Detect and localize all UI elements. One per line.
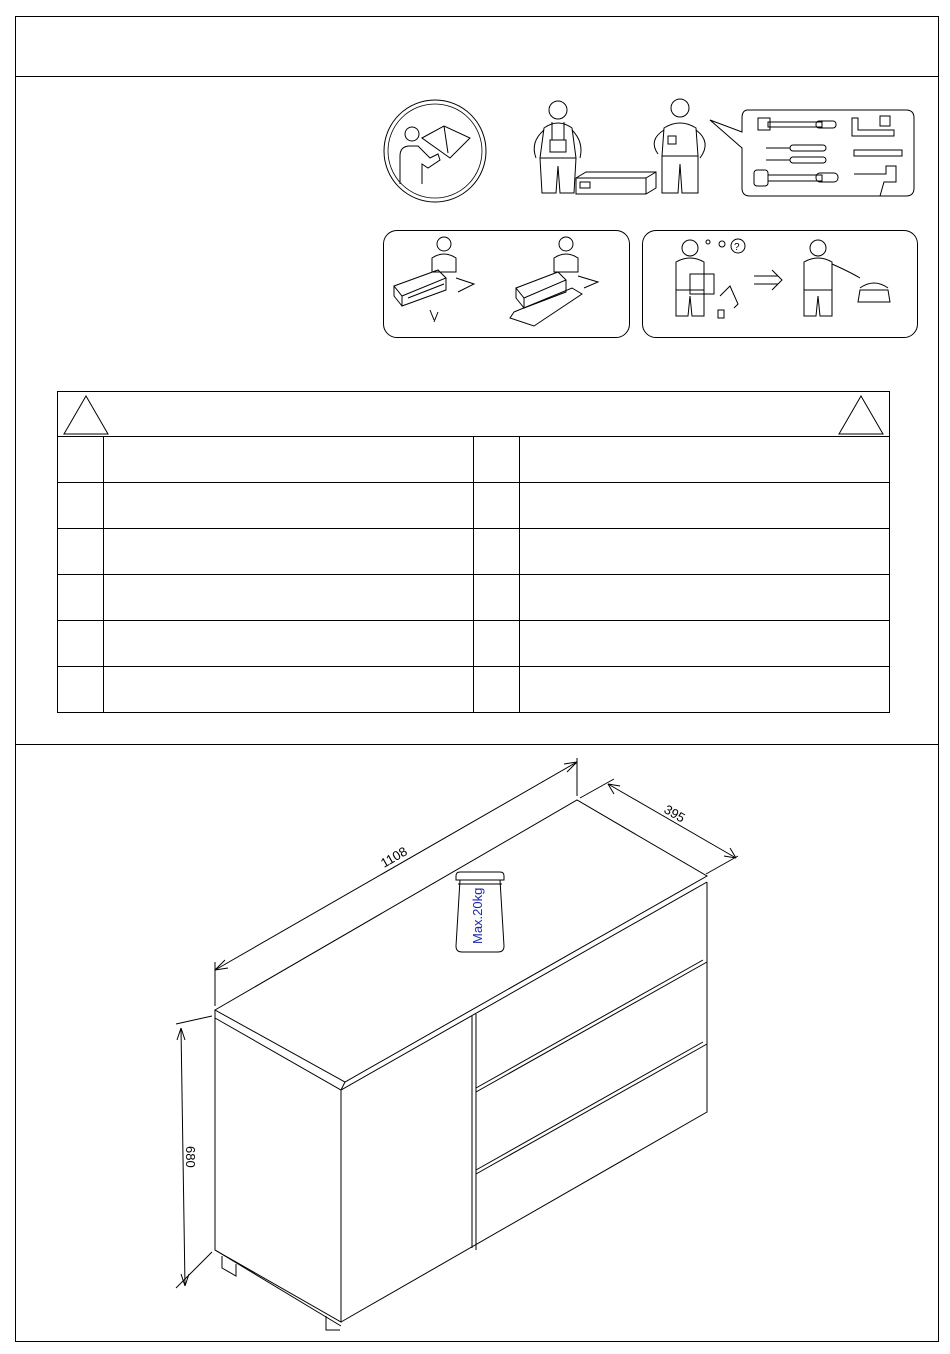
width-dimension-label: 1108 <box>378 843 410 871</box>
table-row <box>58 483 890 529</box>
table-row <box>58 575 890 621</box>
row-text <box>520 529 890 575</box>
row-text <box>104 529 474 575</box>
safety-warning-table <box>57 391 890 713</box>
required-tools-icon <box>708 106 918 200</box>
call-support-icon <box>646 232 916 336</box>
row-text <box>104 483 474 529</box>
row-text <box>104 621 474 667</box>
depth-dimension-label: 395 <box>661 801 688 826</box>
row-text <box>520 483 890 529</box>
row-number <box>58 621 104 667</box>
warning-triangle-icon <box>837 394 885 436</box>
table-row <box>58 667 890 713</box>
two-person-assembly-icon <box>522 96 718 198</box>
row-text <box>104 575 474 621</box>
row-text <box>104 437 474 483</box>
row-text <box>104 667 474 713</box>
row-text <box>520 667 890 713</box>
table-row <box>58 621 890 667</box>
table-row <box>58 437 890 483</box>
table-row <box>58 529 890 575</box>
row-number <box>58 575 104 621</box>
height-dimension-label: 680 <box>183 1146 198 1168</box>
row-number <box>58 529 104 575</box>
row-number <box>474 529 520 575</box>
row-number <box>474 667 520 713</box>
row-number <box>474 483 520 529</box>
row-number <box>58 437 104 483</box>
row-number <box>474 437 520 483</box>
warning-header-row <box>58 392 890 437</box>
row-number <box>58 667 104 713</box>
row-text <box>520 621 890 667</box>
row-text <box>520 437 890 483</box>
warning-triangle-icon <box>62 394 110 436</box>
assemble-on-soft-surface-icon <box>386 232 628 336</box>
section-divider <box>15 744 939 745</box>
read-instructions-icon <box>382 98 488 204</box>
svg-text:?: ? <box>734 242 740 253</box>
max-load-label: Max.20kg <box>470 887 485 944</box>
row-number <box>58 483 104 529</box>
row-text <box>520 575 890 621</box>
row-number <box>474 575 520 621</box>
row-number <box>474 621 520 667</box>
header-divider <box>15 76 939 77</box>
